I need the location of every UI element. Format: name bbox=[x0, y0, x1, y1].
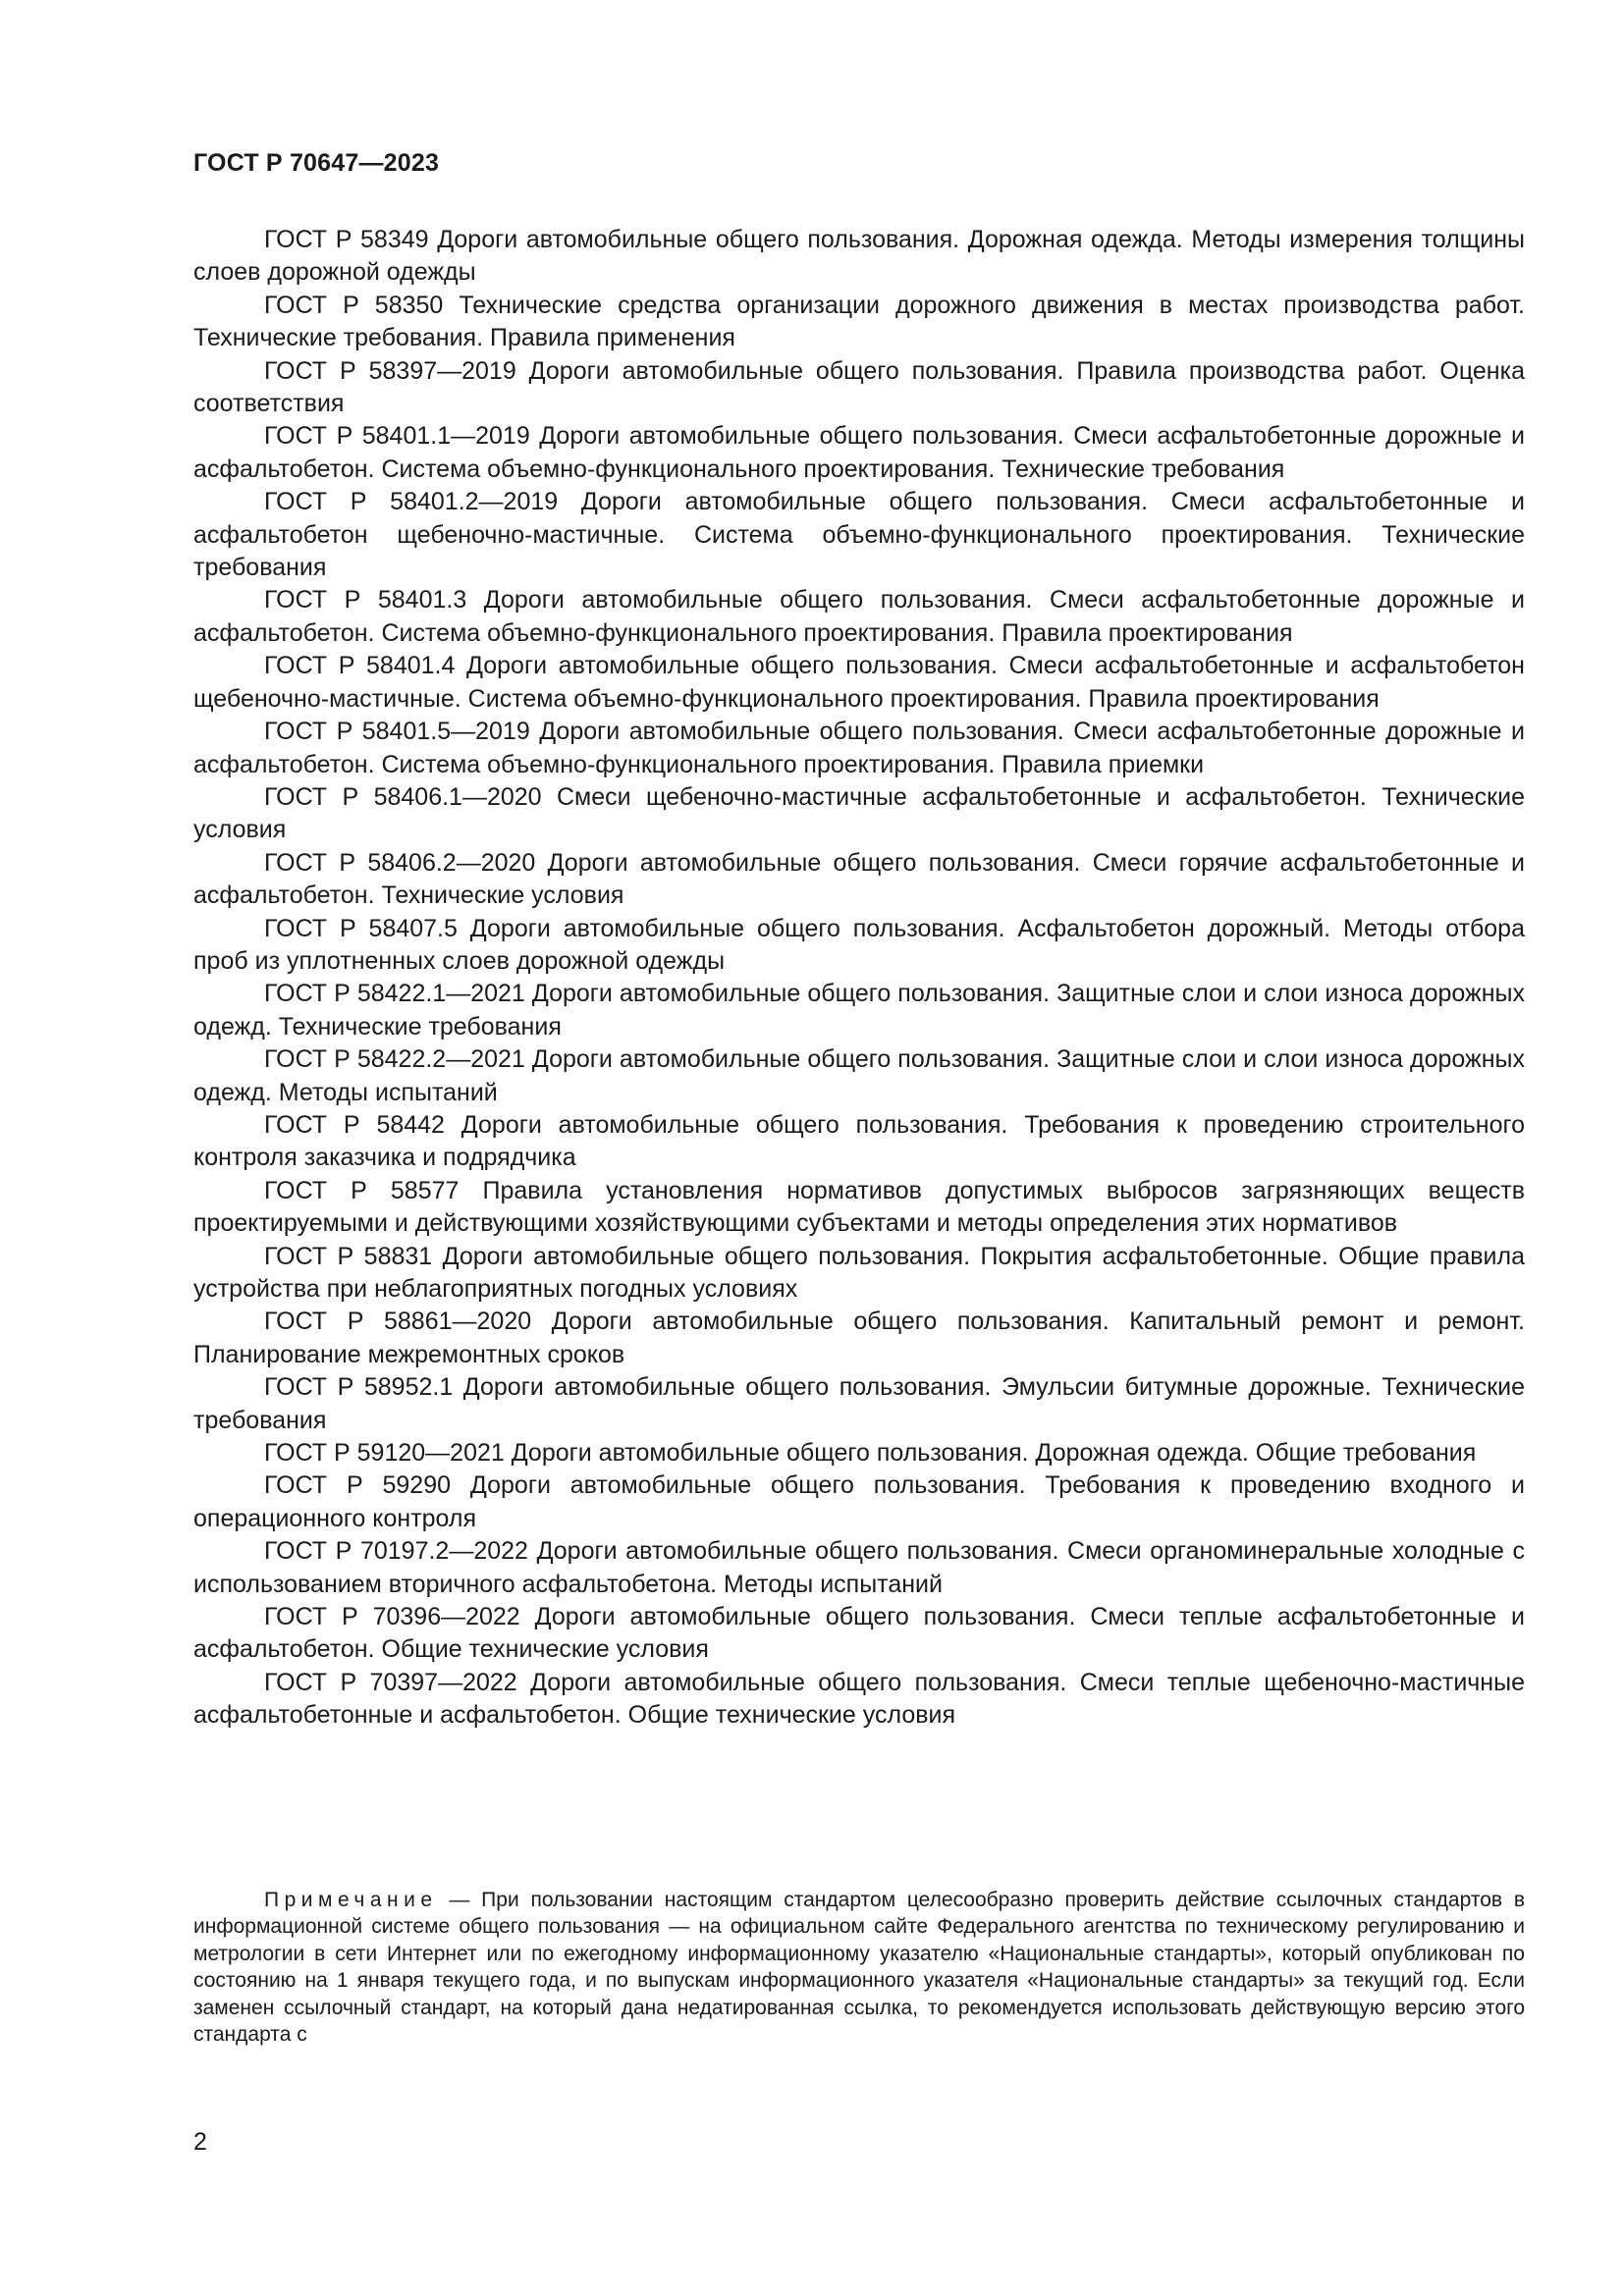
reference-item: ГОСТ Р 58349 Дороги автомобильные общего пользования. Дорожная одежда. Методы измерения толщины слоев дорожной одежды bbox=[193, 226, 1525, 287]
reference-item: ГОСТ Р 58401.2—2019 Дороги автомобильные общего пользования. Смеси асфальтобетонные и асфальтобетон щебеночно-мастичные. Система объемно-функционального проектирования. Технические требования bbox=[193, 488, 1525, 582]
reference-item: ГОСТ Р 58442 Дороги автомобильные общего пользования. Требования к проведению строительного контроля заказчика и подрядчика bbox=[193, 1110, 1525, 1172]
document-designation: ГОСТ Р 70647—2023 bbox=[193, 149, 440, 177]
reference-item: ГОСТ Р 58397—2019 Дороги автомобильные общего пользования. Правила производства работ. Оценка соответствия bbox=[193, 356, 1525, 418]
reference-item: ГОСТ Р 58401.1—2019 Дороги автомобильные общего пользования. Смеси асфальтобетонные дорожные и асфальтобетон. Система объемно-функционального проектирования. Технические требования bbox=[193, 422, 1525, 483]
reference-item: ГОСТ Р 59290 Дороги автомобильные общего пользования. Требования к проведению входного и операционного контроля bbox=[193, 1471, 1525, 1532]
reference-item: ГОСТ Р 58861—2020 Дороги автомобильные общего пользования. Капитальный ремонт и ремонт. Планирование межремонтных сроков bbox=[193, 1308, 1525, 1368]
reference-item: ГОСТ Р 58350 Технические средства организации дорожного движения в местах производства работ. Технические требования. Правила применения bbox=[193, 291, 1525, 352]
reference-item: ГОСТ Р 58406.2—2020 Дороги автомобильные общего пользования. Смеси горячие асфальтобетонные и асфальтобетон. Технические условия bbox=[193, 848, 1525, 910]
reference-item: ГОСТ Р 70197.2—2022 Дороги автомобильные общего пользования. Смеси органоминеральные холодные с использованием вторичного асфальтобетона. Методы испытаний bbox=[193, 1537, 1525, 1598]
reference-item: ГОСТ Р 59120—2021 Дороги автомобильные общего пользования. Дорожная одежда. Общие требования bbox=[264, 1439, 1477, 1468]
note-label: Примечание bbox=[264, 1889, 438, 1911]
reference-item: ГОСТ Р 58831 Дороги автомобильные общего пользования. Покрытия асфальтобетонные. Общие правила устройства при неблагоприятных погодных условиях bbox=[193, 1242, 1525, 1303]
reference-item: ГОСТ Р 58422.2—2021 Дороги автомобильные общего пользования. Защитные слои и слои износа дорожных одежд. Методы испытаний bbox=[193, 1045, 1525, 1106]
reference-item: ГОСТ Р 58401.5—2019 Дороги автомобильные общего пользования. Смеси асфальтобетонные дорожные и асфальтобетон. Система объемно-функционального проектирования. Правила приемки bbox=[193, 718, 1525, 778]
reference-item: ГОСТ Р 58422.1—2021 Дороги автомобильные общего пользования. Защитные слои и слои износа дорожных одежд. Технические требования bbox=[193, 980, 1525, 1041]
normative-references-list bbox=[193, 224, 1525, 1733]
reference-item: ГОСТ Р 70396—2022 Дороги автомобильные общего пользования. Смеси теплые асфальтобетонные и асфальтобетон. Общие технические условия bbox=[193, 1603, 1525, 1664]
page-number: 2 bbox=[193, 2128, 207, 2156]
reference-item: ГОСТ Р 58952.1 Дороги автомобильные общего пользования. Эмульсии битумные дорожные. Технические требования bbox=[193, 1373, 1525, 1434]
note-text: — При пользовании настоящим стандартом целесообразно проверить действие ссылочных стандартов в информационной системе общего пользования — на официальном сайте Федерального агентства по техническому регулированию и метрологии в сети Интернет или по ежегодному информационному указателю «Национальные стандарты», который опубликован по состоянию на 1 января текущего года, и по выпускам информационного указателя «Национальные стандарты» за текущий год. Если заменен ссылочный стандарт, на который дана недатированная ссылка, то рекомендуется использовать действующую версию этого стандарта с bbox=[193, 1889, 1525, 2047]
note-paragraph bbox=[193, 1887, 1525, 2048]
reference-item: ГОСТ Р 58401.4 Дороги автомобильные общего пользования. Смеси асфальтобетонные и асфальтобетон щебеночно-мастичные. Система объемно-функционального проектирования. Правила проектирования bbox=[193, 652, 1525, 713]
reference-item: ГОСТ Р 58401.3 Дороги автомобильные общего пользования. Смеси асфальтобетонные дорожные и асфальтобетон. Система объемно-функционального проектирования. Правила проектирования bbox=[193, 586, 1525, 647]
reference-item: ГОСТ Р 58406.1—2020 Смеси щебеночно-мастичные асфальтобетонные и асфальтобетон. Технические условия bbox=[193, 782, 1525, 844]
reference-item: ГОСТ Р 58577 Правила установления нормативов допустимых выбросов загрязняющих веществ проектируемыми и действующими хозяйствующими субъектами и методы определения этих нормативов bbox=[193, 1176, 1525, 1238]
reference-item: ГОСТ Р 70397—2022 Дороги автомобильные общего пользования. Смеси теплые щебеночно-мастичные асфальтобетонные и асфальтобетон. Общие технические условия bbox=[193, 1668, 1525, 1730]
reference-item: ГОСТ Р 58407.5 Дороги автомобильные общего пользования. Асфальтобетон дорожный. Методы отбора проб из уплотненных слоев дорожной одежды bbox=[193, 914, 1525, 975]
